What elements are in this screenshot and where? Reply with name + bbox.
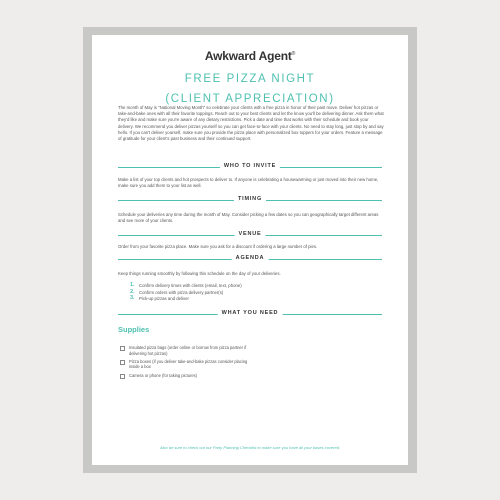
section-heading-venue — [118, 230, 382, 240]
agenda-number: 3. — [130, 295, 135, 302]
supply-item — [120, 345, 270, 356]
heading-label-timing: TIMING — [234, 196, 266, 202]
agenda-paragraph: Keep things running smoothly by following this schedule on the day of your deliveries. — [118, 271, 281, 276]
trademark-mark: ® — [291, 51, 296, 57]
section-heading-need — [118, 309, 382, 319]
section-heading-who — [118, 162, 382, 172]
document-page — [92, 35, 408, 465]
supply-text: Pizza boxes (if you deliver take-and-bake pizzas consider placing inside a box — [129, 358, 248, 370]
agenda-text: Pick-up pizzas and deliver — [139, 296, 189, 302]
venue-paragraph: Order from your favorite pizza place. Make sure you ask for a discount if ordering a large number of pies. — [118, 244, 318, 249]
intro-paragraph: The month of May is "National Moving Month" so celebrate your clients with a free pizza in honor of their past move. Deliver hot pizzas or take-and-bake ones with all their favorite toppings. Reach out to your best clients and let the know you'll be delivering dinner. Ask them what they'd like and make sure you're aware of any dietary restrictions. Pick a date and time that works with their schedule and book your delivery. We recommend you deliver pizzas yourself so you can get face-to-face with your clients. No need to stay long, just stop by and say hello. If you can't deliver yourself, make sure you provide the pizza place with personalized box toppers for your orders. Feature a message of gratitude for your client's past business and their continued support. — [118, 105, 384, 142]
agenda-list — [130, 283, 330, 303]
agenda-number: 1. — [130, 282, 135, 288]
agenda-number: 2. — [130, 288, 135, 295]
supply-item — [120, 373, 270, 379]
who-paragraph: Make a list of your top clients and hot prospects to deliver to. If anyone is celebrating a housewarming or just moved into their new home, make sure you add them to your list as well. — [118, 177, 379, 189]
checkbox-icon[interactable] — [120, 346, 125, 351]
supply-text: Camera or phone (for taking pictures) — [129, 372, 198, 378]
brand-name: Awkward Agent — [204, 49, 292, 63]
heading-label-agenda: AGENDA — [232, 255, 269, 261]
agenda-text: Confirm orders with pizza delivery partner(s) — [139, 289, 224, 295]
supply-item — [120, 359, 270, 370]
checkbox-icon[interactable] — [120, 374, 125, 379]
footer-note: Also be sure to check out our Party Planning Checklist to make sure you have all your bases covered. — [159, 445, 341, 450]
checkbox-icon[interactable] — [120, 360, 125, 365]
agenda-item — [130, 283, 330, 290]
agenda-text: Confirm delivery times with clients (email, text, phone) — [139, 283, 242, 288]
supplies-list — [120, 345, 270, 381]
section-heading-agenda — [118, 254, 382, 264]
heading-label-who: WHO TO INVITE — [220, 163, 280, 169]
supplies-title: Supplies — [118, 325, 150, 334]
title-line-2: (CLIENT APPRECIATION) — [165, 93, 335, 105]
heading-label-need: WHAT YOU NEED — [218, 310, 283, 316]
title-line-1: FREE PIZZA NIGHT — [184, 73, 316, 85]
agenda-item — [130, 290, 330, 297]
heading-label-venue: VENUE — [235, 231, 266, 237]
timing-paragraph: Schedule your deliveries any time during the month of May. Consider picking a few dates so you can geographically target different areas and see more of your clients. — [118, 212, 379, 224]
supply-text: Insulated pizza bags (order online or borrow from pizza partner if delivering hot pizzas) — [129, 345, 247, 356]
section-heading-timing — [118, 195, 382, 205]
brand-logo — [92, 49, 408, 63]
agenda-item — [130, 296, 330, 303]
